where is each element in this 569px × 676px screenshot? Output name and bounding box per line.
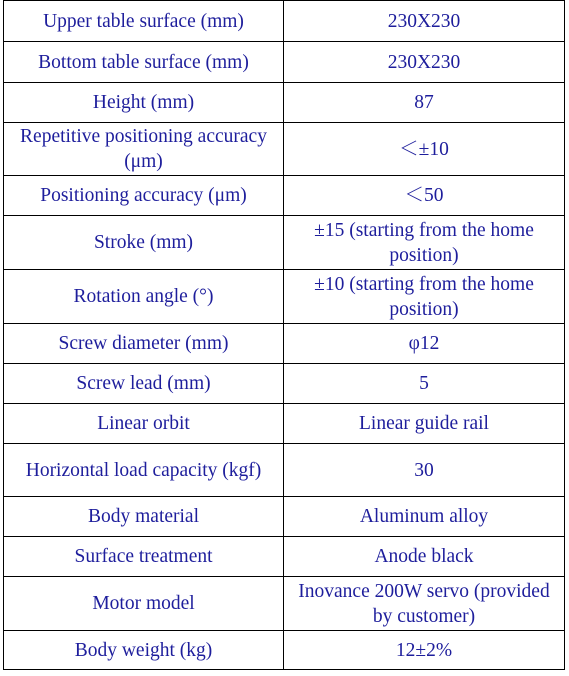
row-label: Upper table surface (mm): [4, 1, 284, 42]
row-label: Body weight (kg): [4, 631, 284, 670]
table-row: [4, 324, 565, 364]
table-row: [4, 1, 565, 42]
row-value: φ12: [284, 324, 565, 364]
row-value: 5: [284, 364, 565, 404]
row-value: ＜50: [284, 176, 565, 216]
row-label: Screw diameter (mm): [4, 324, 284, 364]
row-label: Screw lead (mm): [4, 364, 284, 404]
table-row: [4, 404, 565, 444]
table-row: [4, 497, 565, 537]
table-row: [4, 176, 565, 216]
row-value: ±10 (starting from the home position): [284, 270, 565, 324]
row-value: 230X230: [284, 1, 565, 42]
row-value: Aluminum alloy: [284, 497, 565, 537]
row-label: Bottom table surface (mm): [4, 42, 284, 83]
row-value: Anode black: [284, 537, 565, 577]
table-row: [4, 537, 565, 577]
row-label: Body material: [4, 497, 284, 537]
row-label: Horizontal load capacity (kgf): [4, 444, 284, 497]
row-label: Rotation angle (°): [4, 270, 284, 324]
row-value: 12±2%: [284, 631, 565, 670]
row-value: Linear guide rail: [284, 404, 565, 444]
row-label: Motor model: [4, 577, 284, 631]
row-value: 87: [284, 83, 565, 123]
table-row: [4, 270, 565, 324]
row-value: ＜±10: [284, 123, 565, 176]
row-value: ±15 (starting from the home position): [284, 216, 565, 270]
table-row: [4, 631, 565, 670]
row-label: Stroke (mm): [4, 216, 284, 270]
row-label: Linear orbit: [4, 404, 284, 444]
row-label: Repetitive positioning accuracy (μm): [4, 123, 284, 176]
row-value: 230X230: [284, 42, 565, 83]
table-row: [4, 577, 565, 631]
spec-table: [3, 0, 565, 670]
row-label: Height (mm): [4, 83, 284, 123]
table-row: [4, 42, 565, 83]
row-value: 30: [284, 444, 565, 497]
row-value: Inovance 200W servo (provided by customer): [284, 577, 565, 631]
table-row: [4, 83, 565, 123]
row-label: Positioning accuracy (μm): [4, 176, 284, 216]
table-row: [4, 364, 565, 404]
table-row: [4, 444, 565, 497]
table-row: [4, 216, 565, 270]
row-label: Surface treatment: [4, 537, 284, 577]
table-row: [4, 123, 565, 176]
